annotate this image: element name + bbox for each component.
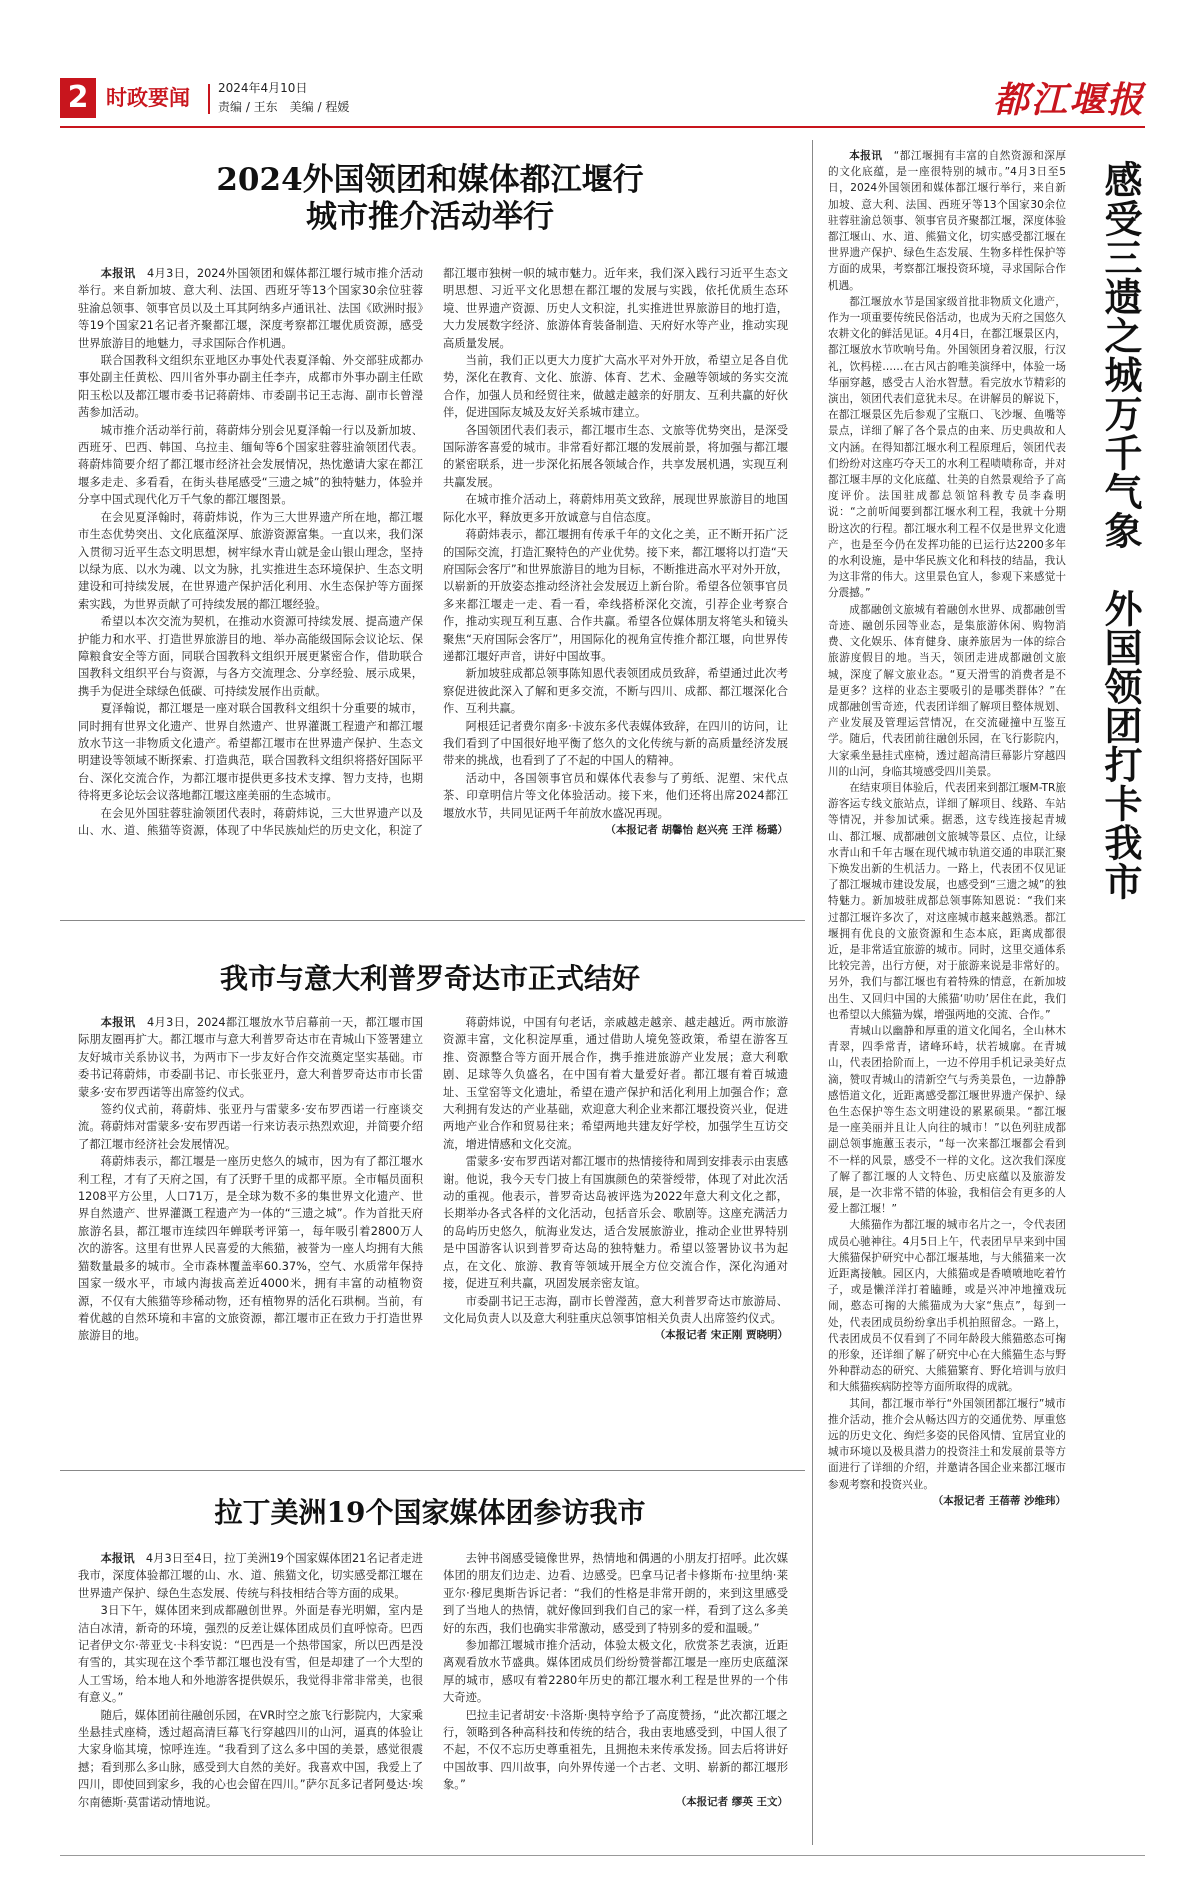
article3-body (78, 1550, 788, 1840)
lead-label: 本报讯 (100, 1552, 146, 1565)
paragraph: 其间，都江堰市举行“外国领团都江堰行”城市推介活动，推介会从畅达四方的交通优势、厚重悠远的历史文化、绚烂多姿的民俗风情、宜居宜业的城市环境以及极具潜力的投资洼土和发展前景等方面进行了详细的介绍，并邀请各国企业来都江堰市参观考察和投资兴业。 (828, 1397, 1066, 1491)
paragraph (78, 1550, 423, 1602)
byline: （本报记者 胡馨怡 赵兴亮 王洋 杨璐） (605, 824, 788, 836)
article4-title: 感受三遗之城万千气象 外国领团打卡我市 (1098, 160, 1143, 901)
paragraph: 城市推介活动举行前，蒋蔚炜分别会见夏泽翰一行以及新加坡、西班牙、巴西、韩国、乌拉圭、缅甸等6个国家驻蓉驻渝领团代表。蒋蔚炜简要介绍了都江堰市经济社会发展情况，热忱邀请大家在都江堰多走走、多看看，在街头巷尾感受“三遗之城”的独特魅力，体验并分享中国式现代化万千气象的都江堰图景。 (78, 423, 423, 507)
paragraph: 巴拉圭记者胡安·卡洛斯·奥特亨给予了高度赞扬，“此次都江堰之行，领略到各种高科技和传统的结合，我由衷地感受到，中国人很了不起，不仅不忘历史尊重祖先，且拥抱未来传承发扬。回去后将讲好中国故事、四川故事，向外界传递一个古老、文明、崭新的都江堰形象。” (443, 1708, 788, 1792)
paragraph: 签约仪式前，蒋蔚炜、张亚丹与雷蒙多·安布罗西诺一行座谈交流。蒋蔚炜对雷蒙多·安布罗西诺一行来访表示热烈欢迎，并简要介绍了都江堰市经济社会发展情况。 (78, 1103, 423, 1151)
paragraph: 都江堰放水节是国家级首批非物质文化遗产，作为一项重要传统民俗活动，也成为天府之国悠久农耕文化的鲜活见证。4月4日，在都江堰景区内，都江堰放水节吹响号角。外国领团身着汉服，行汉礼，饮杩槎……在古风古韵唯美演绎中，体验一场华丽穿越，感受古人治水智慧。看完放水节精彩的演出，领团代表们意犹未尽。在讲解员的解说下，在都江堰景区先后参观了宝瓶口、飞沙堰、鱼嘴等景点，详细了解了各个景点的由来、历史典故和人文内涵。在得知都江堰水利工程原理后，领团代表们纷纷对这座巧夺天工的水利工程啧啧称奇，并对都江堰丰厚的文化底蕴、壮美的自然景观给予了高度评价。法国驻成都总领馆科教专员李森明说：“之前听闻要到都江堰水利工程，我就十分期盼这次的行程。都江堰水利工程不仅是世界文化遗产，也是至今仍在发挥功能的已运行达2200多年的水利设施，是中华民族文化和科技的结晶，我认为这非常的伟大。这里景色宜人，参观下来感觉十分震撼。” (828, 295, 1066, 600)
paragraph (78, 265, 423, 352)
article2-body (78, 1014, 788, 1464)
newspaper-logo: 都江堰报 (992, 79, 1145, 121)
divider (60, 920, 805, 921)
paragraph: 蒋蔚炜说，中国有句老话，亲戚越走越亲、越走越近。两市旅游资源丰富，文化积淀厚重，通过借助人境免签政策，希望在游客互推、资源整合等方面开展合作，携手推进旅游产业发展；意大利歌剧、足球等久负盛名，在中国有着大量爱好者。都江堰有着百城遗址、玉堂窑等文化遗址，希望在遗产保护和活化利用上加强合作；意大利拥有发达的产业基础，欢迎意大利企业来都江堰投资兴业，促进两地产业合作和贸易往来；希望两地共建友好学校，加强学生互访交流，增进情感和文化交流。 (443, 1016, 788, 1151)
paragraph: 阿根廷记者费尔南多·卡波东多代表媒体致辞，在四川的访问，让我们看到了中国很好地平衡了悠久的文化传统与新的高质量经济发展带来的挑战，也看到了了不起的中国人的精神。 (443, 719, 788, 768)
paragraph: 去钟书阁感受镜像世界，热情地和偶遇的小朋友打招呼。此次媒体团的朋友们边走、边看、边感受。巴拿马记者卡修斯布·拉里纳·莱亚尔·穆尼奥斯告诉记者：“我们的性格是非常开朗的，来到这里感受到了当地人的热情，就好像回到我们自己的家一样，看到了这么多美好的东西，我们也确实非常激动，感受到了特别多的爱和温暖。” (443, 1552, 788, 1635)
page-header (60, 78, 1145, 122)
paragraph: 青城山以幽静和厚重的道文化闻名，全山林木青翠，四季常青，诸峰环峙，状若城廓。在青城山，代表团拾阶而上，一边不停用手机记录美好点滴，赞叹青城山的清新空气与秀美景色，一边静静感悟道文化，近距离感受都江堰世界遗产保护、绿色生态保护等生态文明建设的累累硕果。“都江堰是一座美丽并且让人向往的城市！”以色列驻成都副总领事施蕙玉表示，“每一次来都江堰都会看到不一样的风景，感受不一样的文化。这次我们深度了解了都江堰的人文特色、历史底蕴以及旅游发展，是一次非常不错的体验，我相信会有更多的人爱上都江堰！” (828, 1024, 1066, 1216)
issue-date: 2024年4月10日 (218, 81, 308, 95)
paragraph: 随后，媒体团前往融创乐园，在VR时空之旅飞行影院内，大家乘坐悬挂式座椅，透过超高清巨幕飞行穿越四川的山河，逼真的体验让大家身临其境，惊呼连连。“我看到了这么多中国的美景，感觉很震撼；看到那么多山脉，感受到大自然的美好。我喜欢中国，我爱上了四川，即使回到家乡，我的心也会留在四川。”萨尔瓦多记者阿曼达·埃尔南德斯·莫雷诺动情地说。 (78, 1708, 423, 1809)
paragraph: 在会见外国驻蓉驻渝领团代表时，蒋蔚炜说，三大世界遗产以及山、水、道、熊猫等资源，体现了中华民族灿烂的历史文化，积淀了都江堰市独树一帜的城市魅力。近年来，我们深入践行习近平生态文明思想、习近平文化思想在都江堰的发展与实践，依托优质生态环境、世界遗产资源、历史人文积淀，扎实推进世界旅游目的地打造，大力发展数字经济、旅游体育装备制造、天府好水等产业，推动实现高质量发展。 (78, 267, 788, 837)
paragraph: 新加坡驻成都总领事陈知恩代表领团成员致辞，希望通过此次考察促进彼此深入了解和更多交流，不断与四川、成都、都江堰深化合作、互利共赢。 (443, 667, 788, 716)
footer-rule (60, 1855, 1145, 1856)
paragraph: 参加都江堰城市推介活动，体验太极文化，欣赏茶艺表演，近距离观看放水节盛典。媒体团成员们纷纷赞誉都江堰是一座历史底蕴深厚的城市，感叹有着2280年历史的都江堰水利工程是世界的一个伟大奇迹。 (443, 1639, 788, 1705)
paragraph (78, 1014, 423, 1101)
paragraph: 市委副书记王志海，副市长曾瀅茜，意大利普罗奇达市旅游局、文化局负责人以及意大利驻重庆总领事馆相关负责人出席签约仪式。 (443, 1294, 788, 1325)
article1-title (60, 162, 800, 236)
header-divider (208, 84, 210, 114)
paragraph: 在会见夏泽翰时，蒋蔚炜说，作为三大世界遗产所在地，都江堰市生态优势突出、文化底蕴深厚、旅游资源富集。一直以来，我们深入贯彻习近平生态文明思想，树牢绿水青山就是金山银山理念，坚持以绿为底、以水为魂、以文为脉，扎实推进生态环境保护、生态文明建设和可持续发展，在世界遗产保护活化利用、水生态保护等方面探索实践，为世界贡献了可持续发展的都江堰经验。 (78, 510, 423, 611)
paragraph-text: 4月3日，2024都江堰放水节启幕前一天，都江堰市国际朋友圈再扩大。都江堰市与意大利普罗奇达市在青城山下签署建立友好城市关系协议书，为两市下一步友好合作交流奠定坚实基础。市委书记蒋蔚炜，市委副书记、市长张亚丹，意大利普罗奇达市市长雷蒙多·安布罗西诺等出席签约仪式。 (78, 1016, 423, 1099)
paragraph: 雷蒙多·安布罗西诺对都江堰市的热情接待和周到安排表示由衷感谢。他说，我今天专门披上有国旗颜色的荣誉绶带，体现了对此次活动的重视。他表示，普罗奇达岛被评选为2022年意大利文化之都，长期举办各式各样的文化活动，包括音乐会、歌剧等。这座充满活力的岛屿历史悠久，航海业发达，适合发展旅游业，推动企业世界特别是中国游客认识到普罗奇达岛的独特魅力。希望以签署协议书为起点，在文化、旅游、教育等领域开展全方位交流合作，深化沟通对接，促进互利共赢，巩固发展亲密友谊。 (443, 1155, 788, 1291)
paragraph: 大熊猫作为都江堰的城市名片之一，令代表团成员心驰神往。4月5日上午，代表团早早来到中国大熊猫保护研究中心都江堰基地，与大熊猫来一次近距离接触。园区内，大熊猫或是香喷喷地吃着竹子，或是懒洋洋打着瞌睡，或是兴冲冲地撞戏玩闹，憨态可掬的大熊猫成为大家“焦点”，每到一处，代表团成员纷纷拿出手机拍照留念。一路上，代表团成员不仅看到了不同年龄段大熊猫憨态可掬的形象，还详细了解了研究中心在大熊猫生态与野外种群动态的研究、大熊猫繁育、野化培训与放归和大熊猫疾病防控等方面所取得的成就。 (828, 1219, 1066, 1394)
paragraph: 在城市推介活动上，蒋蔚炜用英文致辞，展现世界旅游目的地国际化水平，释放更多开放诚意与自信态度。 (443, 493, 788, 524)
lead-label: 本报讯 (849, 150, 894, 162)
divider (60, 1470, 805, 1471)
paragraph (828, 148, 1066, 294)
byline: （本报记者 宋正刚 贾晓明） (654, 1329, 788, 1342)
paragraph: 各国领团代表们表示，都江堰市生态、文旅等优势突出，是深受国际游客喜爱的城市。非常看好都江堰的发展前景，将加强与都江堰的紧密联系，进一步深化拓展各领域合作，共享发展机遇，实现互利共赢发展。 (443, 423, 788, 489)
editors-line: 责编 / 王东 美编 / 程媛 (218, 100, 350, 114)
paragraph-text: 4月3日至4日，拉丁美洲19个国家媒体团21名记者走进我市，深度体验都江堰的山、水、道、熊猫文化，切实感受都江堰在世界遗产保护、绿色生态发展、传统与科技相结合等方面的成果。 (78, 1552, 423, 1600)
article2-title: 我市与意大利普罗奇达市正式结好 (219, 962, 640, 995)
paragraph: 活动中，各国领事官员和媒体代表参与了剪纸、泥塑、宋代点茶、印章明信片等文化体验活动。接下来，他们还将出席2024都江堰放水节，共同见证两千年前放水盛况再现。 (443, 771, 788, 820)
lead-label: 本报讯 (100, 267, 148, 280)
paragraph: 蒋蔚炜表示，都江堰是一座历史悠久的城市，因为有了都江堰水利工程，才有了天府之国，有了沃野千里的成都平原。全市幅员面积1208平方公里，人口71万，是全球为数不多的集世界文化遗产、世界自然遗产、世界灌溉工程遗产为一体的“三遗之城”。作为首批天府旅游名县，都江堰市连续四年蝉联考评第一，每年吸引着2800万人次的游客。这里有世界人民喜爱的大熊猫，被誉为一座人均拥有大熊猫数量最多的城市。全市森林覆盖率60.37%，空气、水质常年保持国家一级水平，市域内海拔高差近4000米，拥有丰富的动植物资源，不仅有大熊猫等珍稀动物，还有植物界的活化石珙桐。当前，有着优越的自然环境和丰富的文旅资源，都江堰市正在致力于打造世界旅游目的地。 (78, 1155, 423, 1343)
paragraph: 联合国教科文组织东亚地区办事处代表夏泽翰、外交部驻成都办事处副主任黄松、四川省外事办副主任李卉，成都市外事办副主任欧阳玉松以及都江堰市委书记蒋蔚炜、市委副书记王志海、副市长曾瀅茜参加活动。 (78, 354, 423, 420)
paragraph: 夏泽翰说，都江堰是一座对联合国教科文组织十分重要的城市，同时拥有世界文化遗产、世界自然遗产、世界灌溉工程遗产和都江堰放水节这一非物质文化遗产。希望都江堰市在世界遗产保护、生态文明建设等领域不断探索、打造典范，联合国教科文组织将搭好国际平台、深化交流合作，为都江堰市提供更多技术支撑、智力支持，也期待将更多论坛会议落地都江堰这座美丽的生态城市。 (78, 702, 423, 803)
paragraph: 成都融创文旅城有着融创水世界、成都融创雪奇迹、融创乐园等业态，是集旅游休闲、购物消费、文化娱乐、体育健身、康养旅居为一体的综合旅游度假目的地。当天，领团走进成都融创文旅城，深度了解文旅业态。“夏天滑雪的消费者是不是更多？这样的业态主要吸引的是哪类群体？”在成都融创雪奇迹，代表团详细了解项目整体规划、产业发展及管理运营情况，在交流碰撞中互鉴互学。随后，代表团前往融创乐园，在飞行影院内，大家乘坐悬挂式座椅，透过超高清巨幕影片穿越四川的山河，身临其境感受四川美景。 (828, 603, 1066, 778)
article4-body (828, 148, 1066, 1848)
paragraph: 当前，我们正以更大力度扩大高水平对外开放，希望立足各自优势，深化在教育、文化、旅游、体育、艺术、金融等领域的务实交流合作，加强人员和经贸往来，做越走越亲的好朋友、互利共赢的好伙伴，促进国际友城及友好关系城市建立。 (443, 354, 788, 420)
paragraph: 蒋蔚炜表示，都江堰拥有传承千年的文化之美，正不断开拓广泛的国际交流，打造汇聚特色的产业优势。接下来，都江堰将以打造“天府国际会客厅”和世界旅游目的地为目标，不断推进高水平对外开放，以崭新的开放姿态推动经济社会发展迈上新台阶。希望各位领事官员多来都江堰走一走、看一看，牵线搭桥深化交流，引荐企业考察合作，推动实现互利互惠、合作共赢。希望各位媒体朋友将笔头和镜头聚焦“天府国际会客厅”，用国际化的视角宣传推介都江堰，向世界传递都江堰好声音，讲好中国故事。 (443, 528, 788, 663)
article1-title-line1: 2024外国领团和媒体都江堰行 (216, 162, 644, 198)
article1-title-line2: 城市推介活动举行 (306, 199, 554, 236)
paragraph: 在结束项目体验后，代表团来到都江堰M-TR旅游客运专线文旅站点，详细了解项目、线路、车站等情况，并参加试乘。据悉，这专线连接起青城山、都江堰、成都融创文旅城等景区、点位，让绿水青山和千年古堰在现代城市轨道交通的串联汇聚下焕发出新的生机活力。一路上，代表团不仅见证了都江堰城市建设发展，也感受到“三遗之城”的独特魅力。新加坡驻成都总领事陈知恩说：“我们来过都江堰许多次了，对这座城市越来越熟悉。都江堰拥有优良的文旅资源和生态本底，距离成都很近，是非常适宜旅游的城市。同时，这里交通体系比较完善，出行方便，对于旅游来说是非常好的。另外，我们与都江堰也有着特殊的情意，在新加坡出生、又回归中国的大熊猫‘叻叻’居住在此，我们也希望以大熊猫为媒，增强两地的交流、合作。” (828, 781, 1066, 1021)
header-rule (60, 126, 1145, 128)
paragraph: 希望以本次交流为契机，在推动水资源可持续发展、提高遗产保护能力和水平、打造世界旅游目的地、举办高能级国际会议论坛、保障粮食安全等方面，同联合国教科文组织开展更紧密合作，借助联合国教科文组织平台与资源，与各方交流理念、分享经验、展示成果，携手为促进全球绿色低碳、可持续发展作出贡献。 (78, 615, 423, 698)
byline: （本报记者 王蓓蒂 沙维玮） (932, 1494, 1066, 1507)
section-name: 时政要闻 (106, 86, 190, 110)
page-number: 2 (60, 78, 96, 118)
paragraph: 3日下午，媒体团来到成都融创世界。外面是春光明媚，室内是洁白冰清，新奇的环境，强烈的反差让媒体团成员们直呼惊奇。巴西记者伊文尔·蒂亚戈·卡科安说：“巴西是一个热带国家，所以巴西是没有雪的，其实现在这个季节都江堰也没有雪，但是却建了一个大型的人工雪场，给本地人和外地游客提供娱乐，我觉得非常非常美，也很有意义。” (78, 1604, 423, 1705)
article3-title: 拉丁美洲19个国家媒体团参访我市 (214, 1496, 646, 1529)
paragraph-text: 4月3日，2024外国领团和媒体都江堰行城市推介活动举行。来自新加坡、意大利、法国、西班牙等13个国家30余位驻蓉驻渝总领事、领事官员以及土耳其阿纳多卢通讯社、法国《欧洲时报》等19个国家21名记者齐聚都江堰，深度考察都江堰优质资源，感受世界旅游目的地魅力，寻求国际合作机遇。 (78, 267, 423, 350)
lead-label: 本报讯 (100, 1016, 148, 1029)
article1-body (78, 265, 788, 910)
byline: （本报记者 缪英 王文） (675, 1795, 788, 1808)
column-divider (812, 140, 813, 1845)
paragraph-text: “都江堰拥有丰富的自然资源和深厚的文化底蕴，是一座很特别的城市。”4月3日至5日，2024外国领团和媒体都江堰行举行，来自新加坡、意大利、法国、西班牙等13个国家30余位驻蓉驻渝总领事、领事官员齐聚都江堰，深度体验都江堰山、水、道、熊猫文化，切实感受都江堰在世界遗产保护、绿色生态发展、生物多样性保护等方面的成果，考察都江堰投资环境，寻求国际合作机遇。 (828, 150, 1067, 292)
